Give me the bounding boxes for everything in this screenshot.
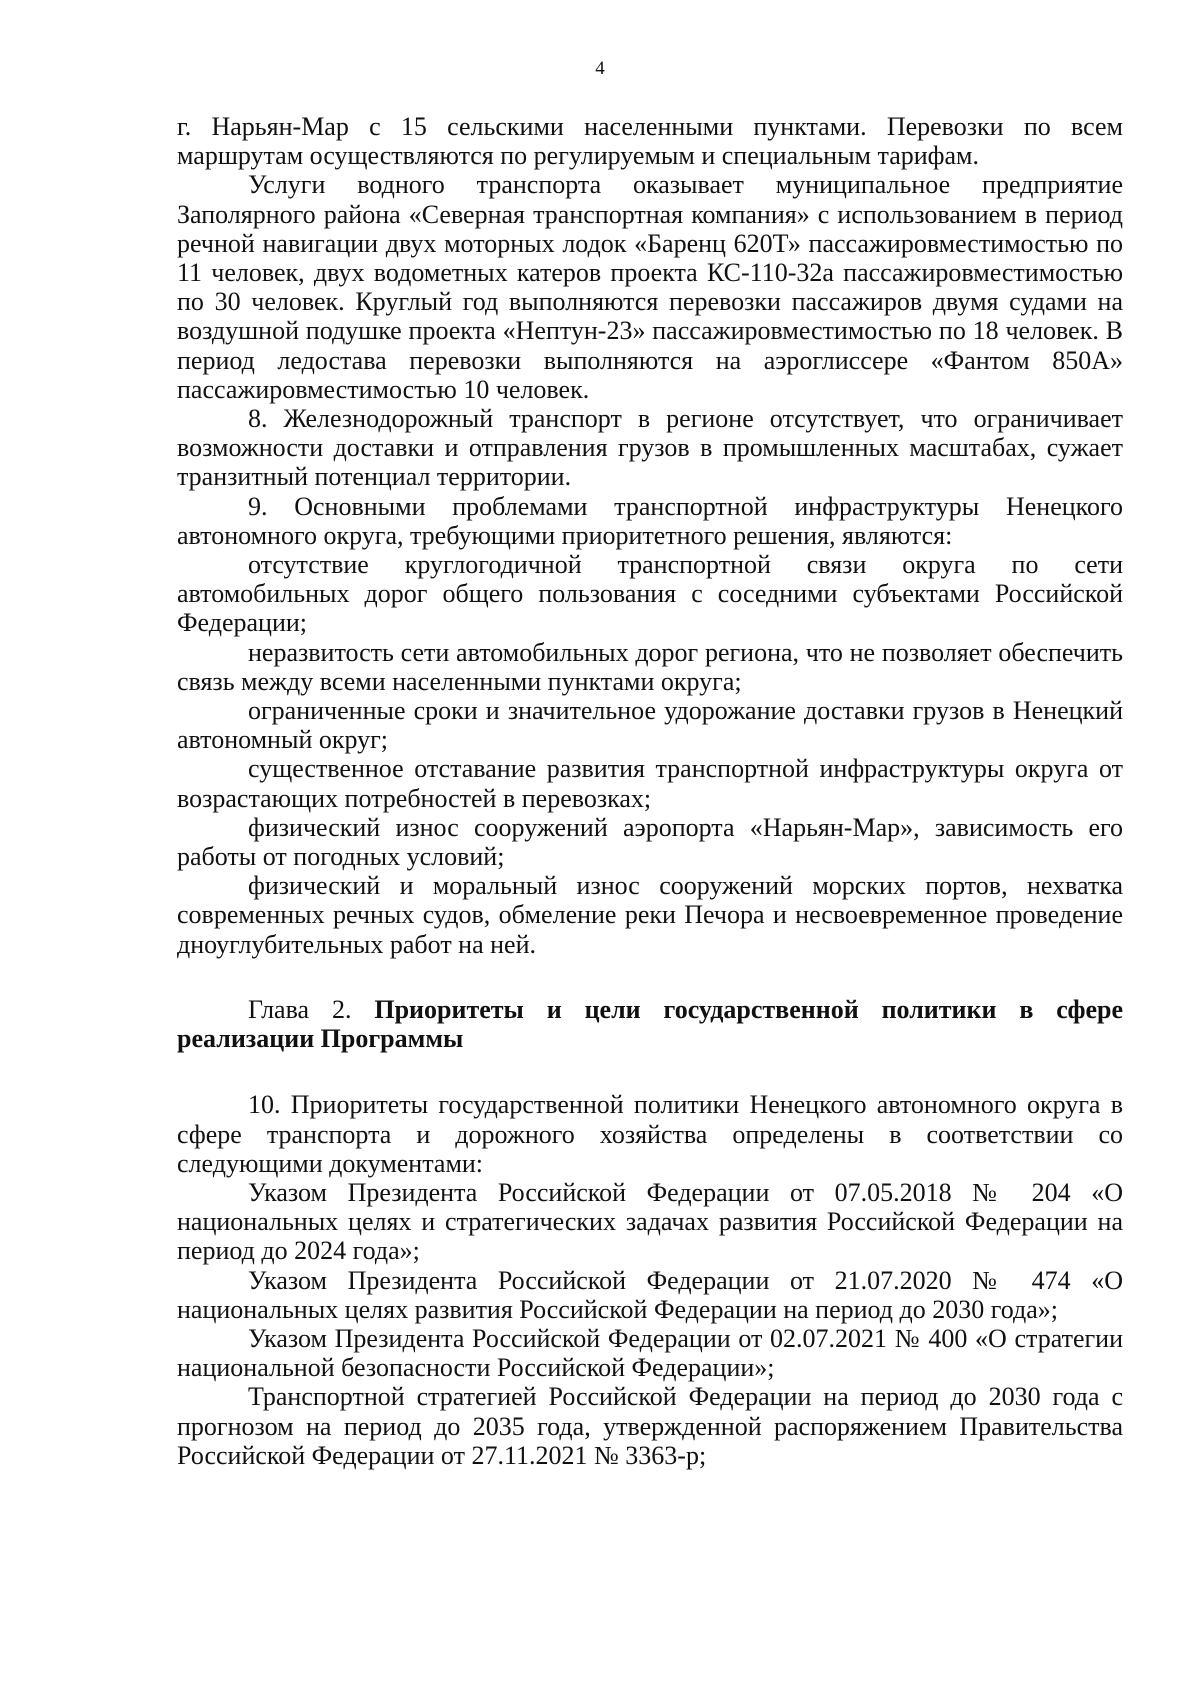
paragraph-8-railway: 8. Железнодорожный транспорт в регионе отсутствует, что ограничивает возможности доставки и отправления грузов в промышленных масштабах, сужает транзитный потенциал территории. xyxy=(177,404,1123,492)
problem-item-5: физический износ сооружений аэропорта «Нарьян-Мар», зависимость его работы от погодных условий; xyxy=(177,812,1123,872)
problem-item-4: существенное отставание развития транспортной инфраструктуры округа от возрастающих потребностей в перевозках; xyxy=(177,754,1123,813)
paragraph-water-transport: Услуги водного транспорта оказывает муниципальное предприятие Заполярного района «Северная транспортная компания» с использованием в период речной навигации двух моторных лодок «Баренц 620Т» пассажировместимостью по 11 человек, двух водометных катеров проекта КС-110-32а пассажировместимостью по 30 человек. Круглый год выполняются перевозки пассажиров двумя судами на воздушной подушке проекта «Нептун-23» пассажировместимостью по 18 человек. В период ледостава перевозки выполняются на аэроглиссере «Фантом 850А» пассажировместимостью 10 человек. xyxy=(177,170,1123,404)
problem-item-3: ограниченные сроки и значительное удорожание доставки грузов в Ненецкий автономный округ; xyxy=(177,696,1123,755)
paragraph-road-transport-end: г. Нарьян-Мар с 15 сельскими населенными пунктами. Перевозки по всем маршрутам осуществляются по регулируемым и специальным тарифам. xyxy=(177,112,1123,171)
problem-item-6: физический и моральный износ сооружений морских портов, нехватка современных речных судов, обмеление реки Печора и несвоевременное проведение дноуглубительных работ на ней. xyxy=(177,871,1123,959)
document-item-decree-204: Указом Президента Российской Федерации от 07.05.2018 № 204 «О национальных целях и стратегических задачах развития Российской Федерации на период до 2024 года»; xyxy=(177,1177,1123,1266)
problem-item-2: неразвитость сети автомобильных дорог региона, что не позволяет обеспечить связь между всеми населенными пунктами округа; xyxy=(177,637,1123,696)
chapter-prefix: Глава 2. xyxy=(248,994,352,1024)
document-item-transport-strategy: Транспортной стратегией Российской Федерации на период до 2030 года с прогнозом на период до 2035 года, утвержденной распоряжением Правительства Российской Федерации от 27.11.2021 № 3363-р; xyxy=(177,1382,1123,1470)
page-number: 4 xyxy=(595,58,605,79)
problem-item-1: отсутствие круглогодичной транспортной связи округа по сети автомобильных дорог общего пользования с соседними субъектами Российской Федерации; xyxy=(177,550,1123,638)
paragraph-9-problems: 9. Основными проблемами транспортной инфраструктуры Ненецкого автономного округа, требующими приоритетного решения, являются: xyxy=(177,491,1123,550)
chapter-title: Приоритеты и цели государственной политики в сфере реализации Программы xyxy=(177,994,1124,1054)
document-body xyxy=(177,112,1123,1470)
paragraph-10-priorities: 10. Приоритеты государственной политики Ненецкого автономного округа в сфере транспорта и дорожного хозяйства определены в соответствии со следующими документами: xyxy=(177,1090,1123,1178)
chapter-heading xyxy=(177,995,1123,1053)
document-item-decree-474: Указом Президента Российской Федерации от 21.07.2020 № 474 «О национальных целях развития Российской Федерации на период до 2030 года»; xyxy=(177,1265,1123,1324)
document-item-decree-400: Указом Президента Российской Федерации от 02.07.2021 № 400 «О стратегии национальной безопасности Российской Федерации»; xyxy=(177,1323,1123,1383)
